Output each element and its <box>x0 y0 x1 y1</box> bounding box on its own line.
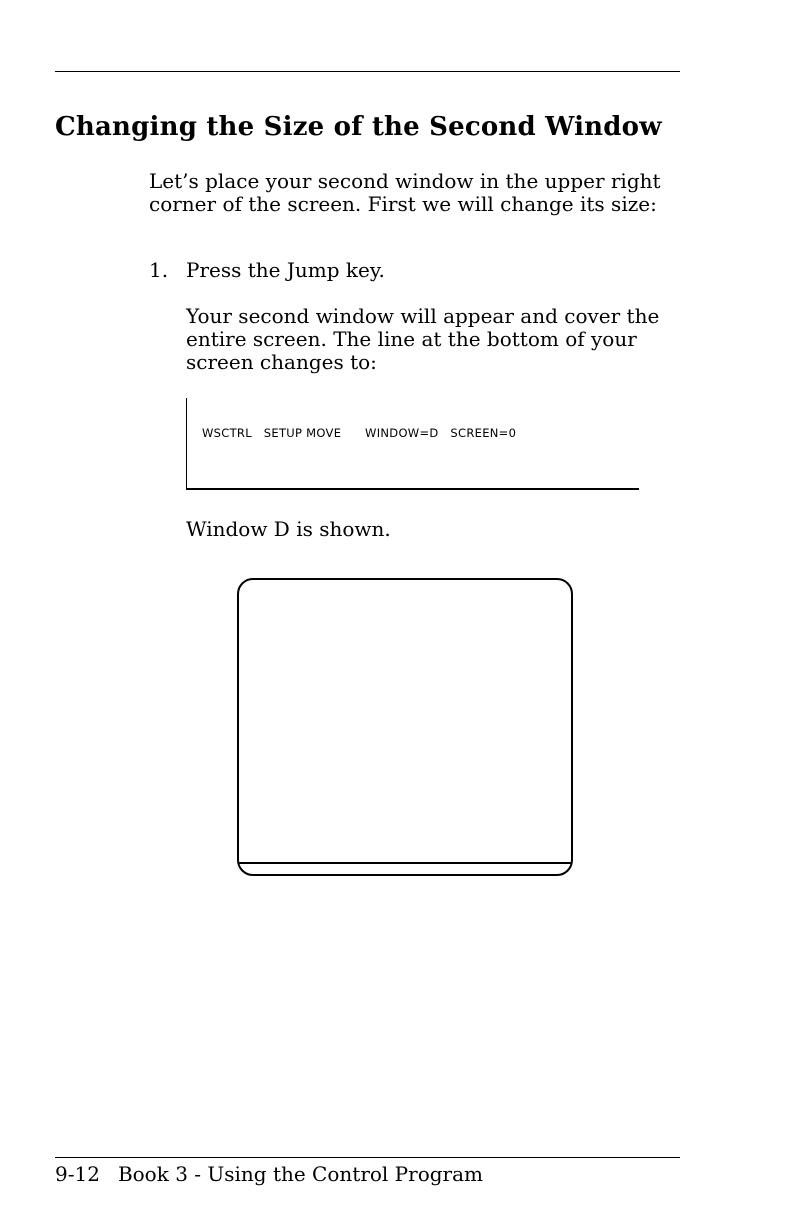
step-number: 1. <box>149 258 169 282</box>
status-line-text: WSCTRL SETUP MOVE WINDOW=D SCREEN=0 <box>202 426 517 440</box>
window-caption: Window D is shown. <box>186 517 391 541</box>
window-bottom-line <box>239 862 571 864</box>
window-d-illustration <box>237 578 573 876</box>
footer-title: Book 3 - Using the Control Program <box>117 1162 483 1186</box>
step-item <box>149 259 385 282</box>
status-line-figure <box>186 398 639 490</box>
page-footer <box>55 1162 483 1186</box>
step-text: Press the Jump key. <box>186 258 385 282</box>
page-number: 9-12 <box>55 1162 100 1186</box>
step-description: Your second window will appear and cover the entire screen. The line at the bottom of your screen changes to: <box>186 304 660 374</box>
section-heading: Changing the Size of the Second Window <box>55 112 662 142</box>
top-rule <box>55 71 680 72</box>
footer-rule <box>55 1157 680 1158</box>
intro-paragraph: Let’s place your second window in the upper right corner of the screen. First we will change its size: <box>149 169 661 216</box>
